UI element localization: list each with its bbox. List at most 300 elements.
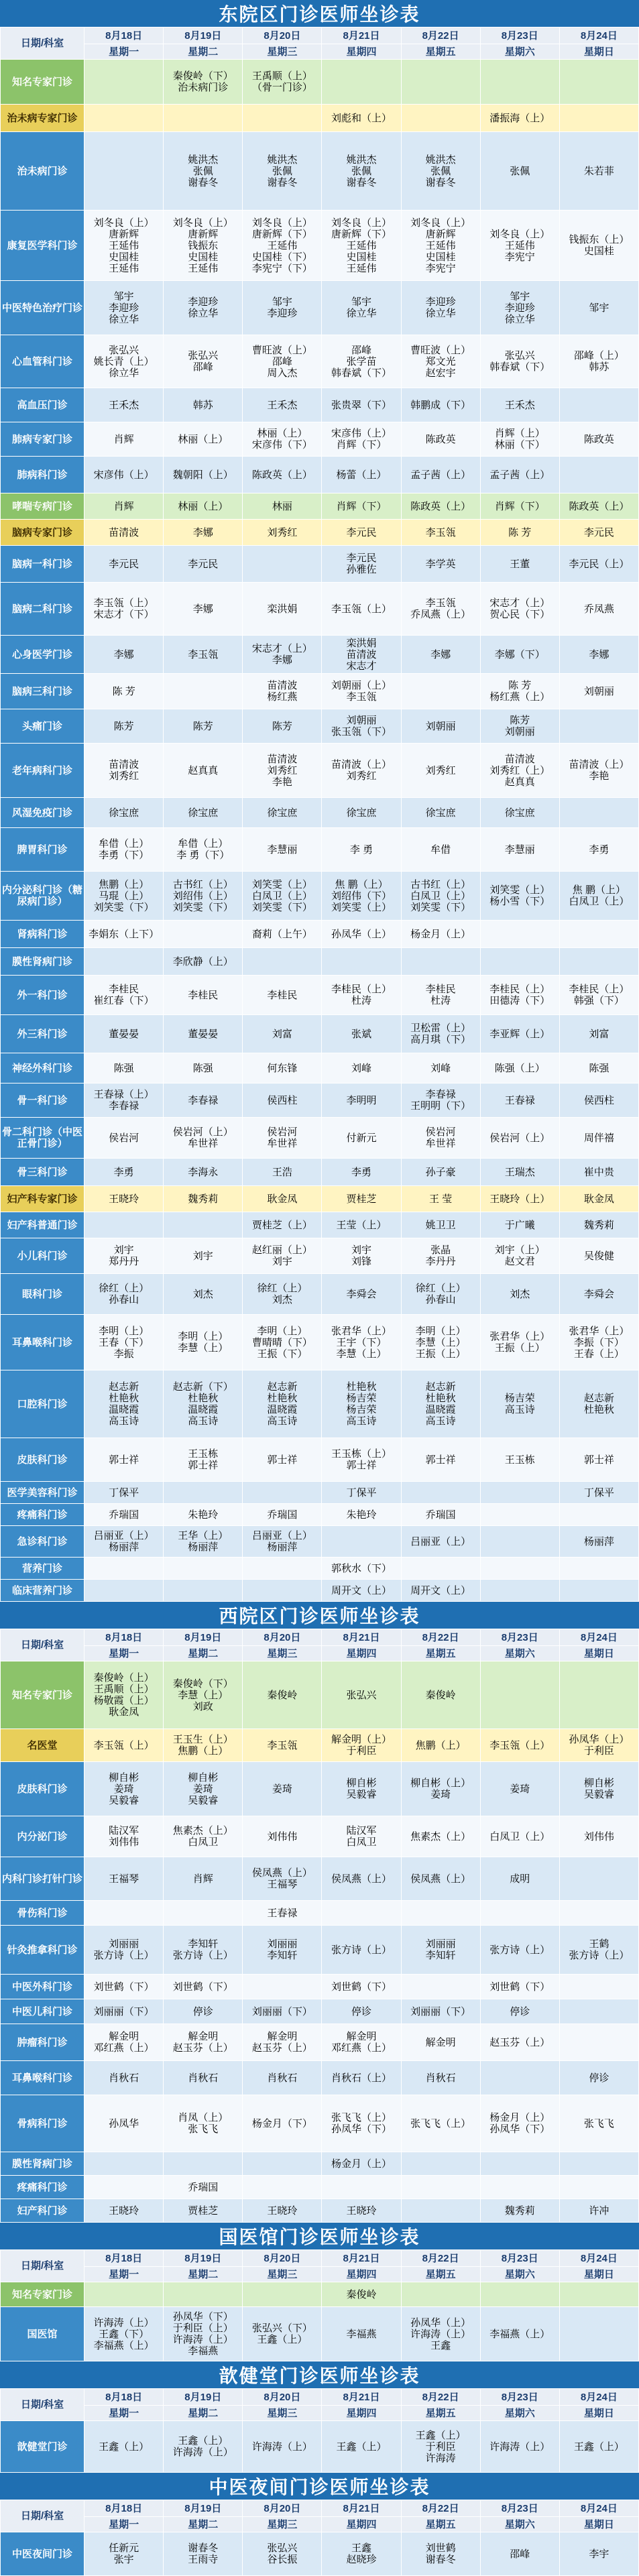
doctor-name: 陈政英 [583,433,614,445]
doctor-name: 董晏晏 [188,1028,219,1040]
east-schedule-cell [243,281,322,335]
east-schedule-cell [164,828,243,872]
east-schedule-cell [322,132,401,211]
east-schedule-cell [84,872,164,921]
east-schedule-cell [322,60,401,105]
east-schedule-cell [559,1482,638,1504]
doctor-name: 王雨寺 [188,2554,219,2565]
west-schedule-cell [559,1661,638,1729]
xinjian-section-title: 歆健堂门诊医师坐诊表 [0,2361,639,2388]
east-schedule-cell [84,335,164,388]
east-dept-label: 脑病一科门诊 [1,546,84,583]
east-dept-label: 骨二科门诊（中医正骨门诊） [1,1118,84,1159]
west-schedule-cell [164,1729,243,1762]
doctor-name: 赵志新 [583,1393,614,1404]
doctor-name: 刘杰 [272,1294,292,1305]
doctor-name: 吕丽亚（上） [410,1535,471,1547]
doctor-name: 王鑫（上） [415,2429,466,2441]
doctor-name: 李元民 [188,558,219,570]
east-dept-label: 老年病科门诊 [1,744,84,798]
doctor-name: 苗清波 [267,680,298,691]
doctor-name: 徐立华 [425,308,456,319]
doctor-name: 宋志才（下） [93,609,154,620]
xinjian-weekday-row [1,2406,639,2421]
doctor-name: 杨丽萍 [188,1541,219,1553]
doctor-name: 杨敬霞（上） [93,1695,154,1706]
doctor-name: 邹宇 [589,302,609,314]
doctor-name: 高玉诗 [425,1415,456,1427]
east-schedule-cell [559,281,638,335]
doctor-name: 焦鹏（上） [415,1739,466,1751]
east-schedule-cell [243,921,322,948]
doctor-name: 李玉瓴 [267,1739,298,1751]
doctor-name: 肖辉 [113,433,134,445]
xinjian-weekday-5: 星期五 [401,2406,480,2421]
night-schedule-cell [84,2532,164,2576]
west-date-1: 8月18日 [84,1629,164,1646]
east-schedule-cell [243,1084,322,1118]
east-schedule-cell [322,1482,401,1504]
doctor-name: 孙春山 [425,1294,456,1305]
east-schedule-cell [164,872,243,921]
east-schedule-cell [480,60,559,105]
doctor-name: 李知轩 [188,1938,219,1950]
east-dept-label: 脑病专家门诊 [1,520,84,546]
doctor-name: 邓红燕（上） [93,2042,154,2054]
east-schedule-cell [401,1118,480,1159]
west-dept-row [1,2024,639,2061]
east-schedule-cell [84,546,164,583]
doctor-name: 治未病门诊 [178,82,229,93]
doctor-name: 侯岩河 [267,1126,298,1138]
doctor-name: 丁保平 [346,1486,377,1499]
doctor-name: 张方诗（上） [489,1944,550,1956]
doctor-name: 张方诗（上） [93,1950,154,1961]
doctor-name: 宋志才（上） [251,643,312,654]
east-schedule-cell [480,976,559,1015]
guoyi-schedule-cell [559,2282,638,2307]
doctor-name: 李知轩 [425,1950,456,1961]
doctor-name: 刘世鹤（下） [331,1981,392,1993]
doctor-name: 潘振海（上） [489,112,550,124]
east-schedule-cell [164,674,243,709]
xinjian-section [0,2361,639,2473]
doctor-name: 刘朝丽 [425,720,456,732]
doctor-name: 史国桂 [346,251,377,263]
east-schedule-cell [559,388,638,422]
east-schedule-cell [84,1526,164,1558]
west-schedule-cell [84,1901,164,1926]
guoyi-schedule-cell [164,2307,243,2361]
west-dept-label: 内分泌门诊 [1,1816,84,1857]
doctor-name: 张方诗（上） [331,1944,392,1956]
doctor-name: 王 莹 [429,1193,453,1205]
doctor-name: 李元民 [346,526,377,538]
east-schedule-cell [480,1238,559,1274]
doctor-name: 刘丽丽（下） [410,2005,471,2017]
doctor-name: 白凤卫（上） [489,1830,550,1842]
doctor-name: 侯岩河 [425,1126,456,1138]
east-schedule-cell [559,105,638,132]
east-schedule-cell [480,798,559,828]
xinjian-date-2: 8月19日 [164,2389,243,2406]
doctor-name: 刘冬良（上） [331,217,392,229]
east-schedule-cell [401,388,480,422]
west-schedule-cell [559,1926,638,1975]
doctor-name: 牟世祥 [425,1138,456,1149]
doctor-name: 杜艳秋 [267,1393,298,1404]
west-schedule-cell [401,2152,480,2176]
east-schedule-cell [164,1504,243,1526]
doctor-name: 王晓玲（上） [489,1193,550,1205]
xinjian-date-4: 8月21日 [322,2389,401,2406]
guoyi-schedule-cell [84,2282,164,2307]
east-schedule-cell [480,872,559,921]
guoyi-schedule-cell [322,2307,401,2361]
doctor-name: 韩苏 [192,399,213,411]
doctor-name: 李明明 [346,1094,377,1106]
guoyi-date-4: 8月21日 [322,2250,401,2267]
doctor-name: 刘绍伟（上） [172,890,233,902]
night-schedule-cell [322,2532,401,2576]
east-schedule-cell [480,1526,559,1558]
doctor-name: 柳自彬 [109,1771,139,1783]
east-dept-label: 脑病三科门诊 [1,674,84,709]
doctor-name: 古书红（上） [410,878,471,890]
doctor-name: 赵玉芬（上） [489,2036,550,2048]
east-schedule-cell [164,1580,243,1602]
east-schedule-cell [84,1438,164,1482]
doctor-name: 杜艳秋 [346,1381,377,1393]
east-dept-label: 骨一科门诊 [1,1084,84,1118]
east-schedule-cell [322,1186,401,1212]
doctor-name: 王禹顺（上） [93,1684,154,1695]
doctor-name: 于利臣（上） [172,2323,233,2334]
west-schedule-cell [322,1975,401,1999]
east-schedule-cell [401,1438,480,1482]
doctor-name: 肖辉（下） [336,439,387,451]
east-dept-row [1,744,639,798]
east-schedule-cell [322,1580,401,1602]
east-dept-label: 脑病二科门诊 [1,583,84,636]
doctor-name: 刘笑雯（上） [331,901,392,913]
east-schedule-cell [164,948,243,976]
guoyi-schedule-table [0,2249,639,2361]
east-schedule-cell [84,1015,164,1053]
doctor-name: 侯凤燕（上） [410,1873,471,1885]
east-schedule-cell [559,1084,638,1118]
east-schedule-cell [243,744,322,798]
doctor-name: 马琨（上） [99,890,150,902]
east-schedule-cell [164,457,243,493]
doctor-name: 赵志新（下） [172,1381,233,1393]
west-schedule-cell [84,1816,164,1857]
east-schedule-cell [480,1186,559,1212]
doctor-name: 刘笑雯（下） [172,901,233,913]
doctor-name: 孙子豪 [425,1166,456,1178]
doctor-name: 徐宝庶 [346,807,377,819]
east-schedule-cell [559,798,638,828]
west-schedule-cell [84,1975,164,1999]
night-header-row [1,2500,639,2517]
west-weekday-3: 星期三 [243,1646,322,1661]
west-schedule-cell [480,2176,559,2199]
doctor-name: 吴毅睿 [583,1789,614,1800]
doctor-name: 耿金凤 [583,1193,614,1205]
doctor-name: 肖辉（下） [494,500,545,512]
east-schedule-cell [480,828,559,872]
doctor-name: 刘朝丽 [504,726,535,738]
doctor-name: 史国桂 [109,251,139,263]
east-schedule-cell [480,281,559,335]
west-schedule-cell [480,2152,559,2176]
west-schedule-cell [401,2176,480,2199]
doctor-name: 刘宇 [192,1250,213,1262]
west-schedule-cell [559,1999,638,2024]
east-dept-label: 口腔科门诊 [1,1370,84,1438]
doctor-name: 杜艳秋 [109,1393,139,1404]
doctor-name: 张晶 [430,1244,451,1256]
doctor-name: 白凤卫（上） [569,896,630,907]
west-schedule-cell [84,1661,164,1729]
east-schedule-cell [84,281,164,335]
west-schedule-cell [164,1926,243,1975]
west-schedule-cell [243,2024,322,2061]
doctor-name: 李勇 [113,1166,134,1178]
east-schedule-cell [480,422,559,457]
east-schedule-cell [164,921,243,948]
doctor-name: 张弘兴 [188,350,219,361]
doctor-name: 卫松雷（上） [410,1022,471,1034]
doctor-name: 朱艳玲 [188,1509,219,1521]
east-schedule-cell [164,281,243,335]
west-schedule-cell [401,1901,480,1926]
east-dept-label: 临床营养门诊 [1,1580,84,1602]
doctor-name: 史国桂 [425,251,456,263]
guoyi-schedule-cell [480,2282,559,2307]
doctor-name: 钱振东 [188,239,219,251]
doctor-name: 刘富 [272,1028,292,1040]
doctor-name: 白凤卫（上） [410,890,471,902]
night-date-2: 8月19日 [164,2500,243,2517]
doctor-name: 唐新辉（下） [251,228,312,240]
night-corner-cell: 日期/科室 [1,2500,84,2532]
east-schedule-cell [164,520,243,546]
doctor-name: 谢春冬 [425,176,456,188]
west-dept-row [1,1816,639,1857]
east-schedule-cell [164,744,243,798]
west-dept-row [1,1975,639,1999]
east-dept-label: 肾病科门诊 [1,921,84,948]
doctor-name: 张佩 [272,165,292,177]
doctor-name: 李亚辉（上） [489,1028,550,1040]
east-schedule-cell [84,388,164,422]
east-schedule-cell [401,1370,480,1438]
east-schedule-cell [480,1438,559,1482]
doctor-name: 杨丽萍 [109,1541,139,1553]
east-schedule-cell [401,828,480,872]
doctor-name: 史国桂（下） [251,251,312,263]
doctor-name: 肖辉（下） [336,500,387,512]
east-schedule-cell [164,976,243,1015]
east-schedule-cell [322,1274,401,1315]
doctor-name: 王春禄 [267,1907,298,1919]
east-schedule-cell [84,493,164,520]
doctor-name: 王玉生（上） [172,1734,233,1745]
doctor-name: 苗清波 [109,526,139,538]
east-schedule-cell [401,948,480,976]
east-schedule-cell [84,60,164,105]
guoyi-schedule-cell [401,2282,480,2307]
doctor-name: 李娜 [430,648,451,660]
doctor-name: 李娜 [113,648,134,660]
doctor-name: 唐新辉（下） [331,228,392,240]
doctor-name: 张宇 [113,2554,134,2565]
doctor-name: 韩鹏成（下） [410,399,471,411]
west-section [0,1602,639,2223]
east-schedule-cell [401,1315,480,1370]
east-schedule-cell [401,457,480,493]
doctor-name: 白凤卫 [346,1836,377,1848]
west-schedule-cell [559,1729,638,1762]
west-schedule-cell [480,2095,559,2152]
east-schedule-cell [559,709,638,744]
doctor-name: 赵宏宇 [425,367,456,379]
west-schedule-cell [243,2176,322,2199]
doctor-name: 吴毅睿 [346,1789,377,1800]
doctor-name: 柳自彬 [583,1777,614,1789]
doctor-name: 吴毅睿 [109,1794,139,1806]
doctor-name: 王禾杰 [504,399,535,411]
doctor-name: 徐红（上） [257,1283,308,1294]
east-dept-label: 内分泌科门诊（糖尿病门诊） [1,872,84,921]
west-schedule-cell [322,2024,401,2061]
doctor-name: 王振（上） [494,1342,545,1354]
west-dept-row [1,1999,639,2024]
east-dept-row [1,1274,639,1315]
east-schedule-cell [84,976,164,1015]
doctor-name: 赵红丽（上） [251,1244,312,1256]
east-schedule-cell [164,583,243,636]
east-dept-label: 脾胃科门诊 [1,828,84,872]
doctor-name: 邹宇 [510,290,530,302]
doctor-name: 刘政 [192,1700,213,1712]
east-dept-row [1,335,639,388]
west-schedule-cell [559,2152,638,2176]
east-schedule-cell [559,1015,638,1053]
guoyi-date-5: 8月22日 [401,2250,480,2267]
doctor-name: 林丽（上） [257,428,308,439]
west-dept-label: 名医堂 [1,1729,84,1762]
doctor-name: 陈政英（上） [569,500,630,512]
east-schedule-cell [480,744,559,798]
east-schedule-cell [164,1274,243,1315]
east-schedule-cell [243,872,322,921]
east-schedule-cell [322,1159,401,1186]
night-schedule-cell [480,2532,559,2576]
doctor-name: 李舜会 [583,1288,614,1300]
west-dept-row [1,1926,639,1975]
doctor-name: 耿金凤 [109,1706,139,1718]
east-dept-row [1,1370,639,1438]
doctor-name: 王莹（上） [336,1219,387,1231]
doctor-name: 任新元 [109,2542,139,2554]
xinjian-weekday-4: 星期四 [322,2406,401,2421]
doctor-name: 秦俊岭 [267,1689,298,1701]
guoyi-weekday-7: 星期日 [559,2267,638,2282]
west-schedule-cell [401,1857,480,1901]
doctor-name: 刘笑雯（上） [489,884,550,896]
west-date-2: 8月19日 [164,1629,243,1646]
night-dept-label: 中医夜间门诊 [1,2532,84,2576]
doctor-name: 肖秋石 [188,2072,219,2084]
west-schedule-cell [322,1857,401,1901]
doctor-name: 乔瑞国 [188,2181,219,2193]
west-schedule-cell [84,2176,164,2199]
west-schedule-cell [480,1661,559,1729]
east-schedule-cell [164,1212,243,1238]
west-schedule-cell [164,1999,243,2024]
east-weekday-1: 星期一 [84,44,164,60]
east-schedule-cell [322,1118,401,1159]
doctor-name: 李娜 [192,526,213,538]
west-schedule-cell [243,1999,322,2024]
east-schedule-cell [401,976,480,1015]
west-dept-label: 针灸推拿科门诊 [1,1926,84,1975]
doctor-name: 王玉栋（上） [331,1448,392,1460]
doctor-name: 张弘兴 [267,2542,298,2554]
east-schedule-cell [322,1084,401,1118]
east-dept-row [1,1186,639,1212]
east-schedule-cell [480,1118,559,1159]
xinjian-schedule-cell [164,2421,243,2473]
east-schedule-cell [559,457,638,493]
east-schedule-cell [164,1015,243,1053]
doctor-name: 刘丽丽 [425,1938,456,1950]
doctor-name: 李玉瓴（上） [331,603,392,615]
doctor-name: 侯凤燕（上） [251,1867,312,1879]
east-schedule-cell [480,709,559,744]
west-date-7: 8月24日 [559,1629,638,1646]
doctor-name: 杜艳秋 [583,1404,614,1415]
west-dept-row [1,1901,639,1926]
doctor-name: 王春（上） [573,1348,624,1360]
east-dept-row [1,105,639,132]
doctor-name: 杨红燕（上） [489,691,550,703]
doctor-name: 杨金月（上） [489,2112,550,2123]
doctor-name: 李宪宁 [504,251,535,263]
east-schedule-cell [84,828,164,872]
east-schedule-cell [164,1238,243,1274]
xinjian-date-6: 8月23日 [480,2389,559,2406]
east-schedule-cell [559,1580,638,1602]
doctor-name: 张佩 [510,165,530,177]
east-schedule-cell [322,948,401,976]
doctor-name: 王鑫（上） [178,2435,229,2447]
west-schedule-cell [401,1975,480,1999]
guoyi-date-3: 8月20日 [243,2250,322,2267]
east-schedule-cell [401,636,480,674]
west-schedule-cell [243,2199,322,2223]
east-schedule-cell [559,1118,638,1159]
doctor-name: 王鑫（下） [99,2328,150,2340]
doctor-name: 李慧（上） [336,1348,387,1360]
east-schedule-cell [559,60,638,105]
doctor-name: 杨红燕 [267,691,298,703]
night-weekday-3: 星期三 [243,2517,322,2532]
west-schedule-cell [164,1816,243,1857]
east-schedule-cell [84,798,164,828]
